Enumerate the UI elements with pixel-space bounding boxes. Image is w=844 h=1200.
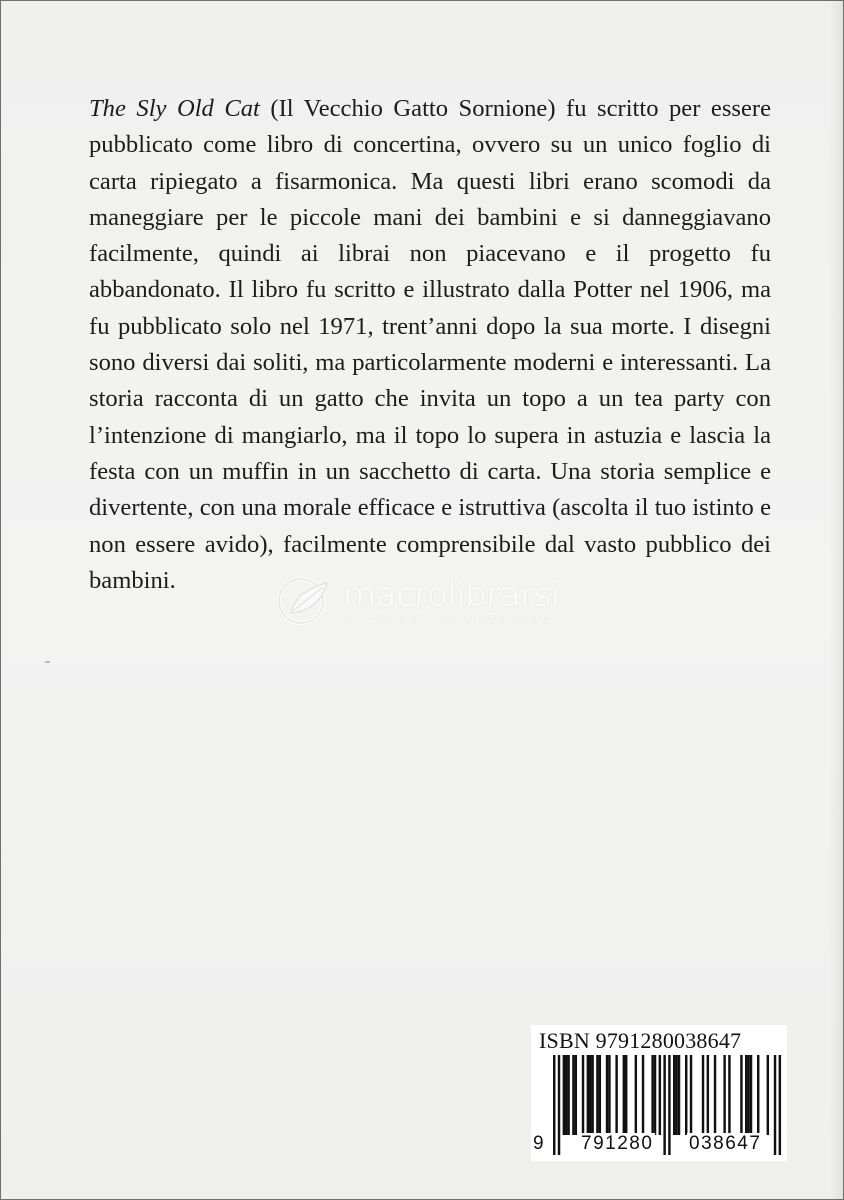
barcode-bar [587, 1055, 589, 1135]
barcode-bar [728, 1055, 730, 1135]
barcode-bar [740, 1055, 742, 1135]
barcode-bar [567, 1055, 569, 1135]
barcode-bar [642, 1055, 644, 1135]
watermark-brand: macrolibrarsi [343, 575, 560, 615]
barcode-bar [625, 1055, 627, 1135]
barcode-bar [623, 1055, 625, 1135]
book-title: The Sly Old Cat [89, 95, 260, 122]
barcode-bar [685, 1055, 687, 1135]
barcode-bar [591, 1055, 593, 1135]
watermark-tagline: ALTERNATIVA NATURALE [347, 615, 553, 626]
barcode-bar [565, 1055, 567, 1135]
barcode-bar [750, 1055, 752, 1135]
watermark [277, 573, 577, 633]
leaf-logo-icon [277, 573, 341, 629]
barcode-bar [599, 1055, 601, 1135]
barcode-digit-group-2: 038647 [689, 1133, 762, 1154]
barcode-bar [608, 1055, 610, 1135]
barcode-bar [723, 1055, 725, 1135]
barcode-bar [575, 1055, 577, 1135]
barcode-bar [606, 1055, 608, 1135]
barcode-bar [659, 1055, 661, 1135]
barcode-bar [553, 1055, 555, 1155]
barcode-bar [651, 1055, 653, 1135]
barcode-bar [707, 1055, 709, 1135]
barcode-bar [675, 1055, 677, 1135]
barcode-bar [774, 1055, 776, 1155]
barcode-bar [690, 1055, 692, 1135]
barcode-digit-group-1: 791280 [581, 1133, 654, 1154]
barcode-bar [558, 1055, 560, 1155]
barcode-bar [678, 1055, 680, 1135]
barcode-bar [668, 1055, 670, 1155]
barcode-bar [779, 1055, 781, 1155]
print-mark [45, 661, 50, 663]
barcode-bar [596, 1055, 598, 1135]
barcode-digit-first: 9 [533, 1133, 544, 1154]
barcode-bar [663, 1055, 665, 1155]
barcode-bar [563, 1055, 565, 1135]
barcode-bar [747, 1055, 749, 1135]
barcode-bar [745, 1055, 747, 1135]
barcode-bar [654, 1055, 656, 1135]
barcode-bar [757, 1055, 759, 1135]
barcode-bar [702, 1055, 704, 1135]
barcode-bar [572, 1055, 574, 1135]
barcode-bar [589, 1055, 591, 1135]
barcode-bar [615, 1055, 617, 1135]
blurb-text: (Il Vecchio Gatto Sornione) fu scritto per essere pubblicato come libro di concertina, ovvero su un unico foglio di carta ripiegato a fisarmonica. Ma questi libri erano scomodi da maneggiare per le piccole mani dei bambini e si danneggiavano facilmente, quindi ai librai non piacevano e il progetto fu abbandonato. Il libro fu scritto e illustrato dalla Potter nel 1906, ma fu pubblicato solo nel 1971, trent’anni dopo la sua morte. I disegni sono diversi dai soliti, ma particolarmente moderni e interessanti. La storia racconta di un gatto che invita un topo a un tea party con l’intenzione di mangiarlo, ma il topo lo supera in astuzia e lascia la festa con un muffin in un sacchetto di carta. Una storia semplice e divertente, con una morale efficace e istruttiva (ascolta il tuo istinto e non essere avido), facilmente comprensibile dal vasto pubblico dei bambini. [89, 95, 771, 594]
isbn-barcode [531, 1025, 787, 1161]
barcode-bar [714, 1055, 716, 1135]
barcode-bar [767, 1055, 769, 1135]
isbn-label: ISBN 9791280038647 [539, 1028, 742, 1053]
barcode-bar [635, 1055, 637, 1135]
barcode-bar [582, 1055, 584, 1135]
barcode-bar [673, 1055, 675, 1135]
back-cover-blurb [89, 91, 771, 599]
